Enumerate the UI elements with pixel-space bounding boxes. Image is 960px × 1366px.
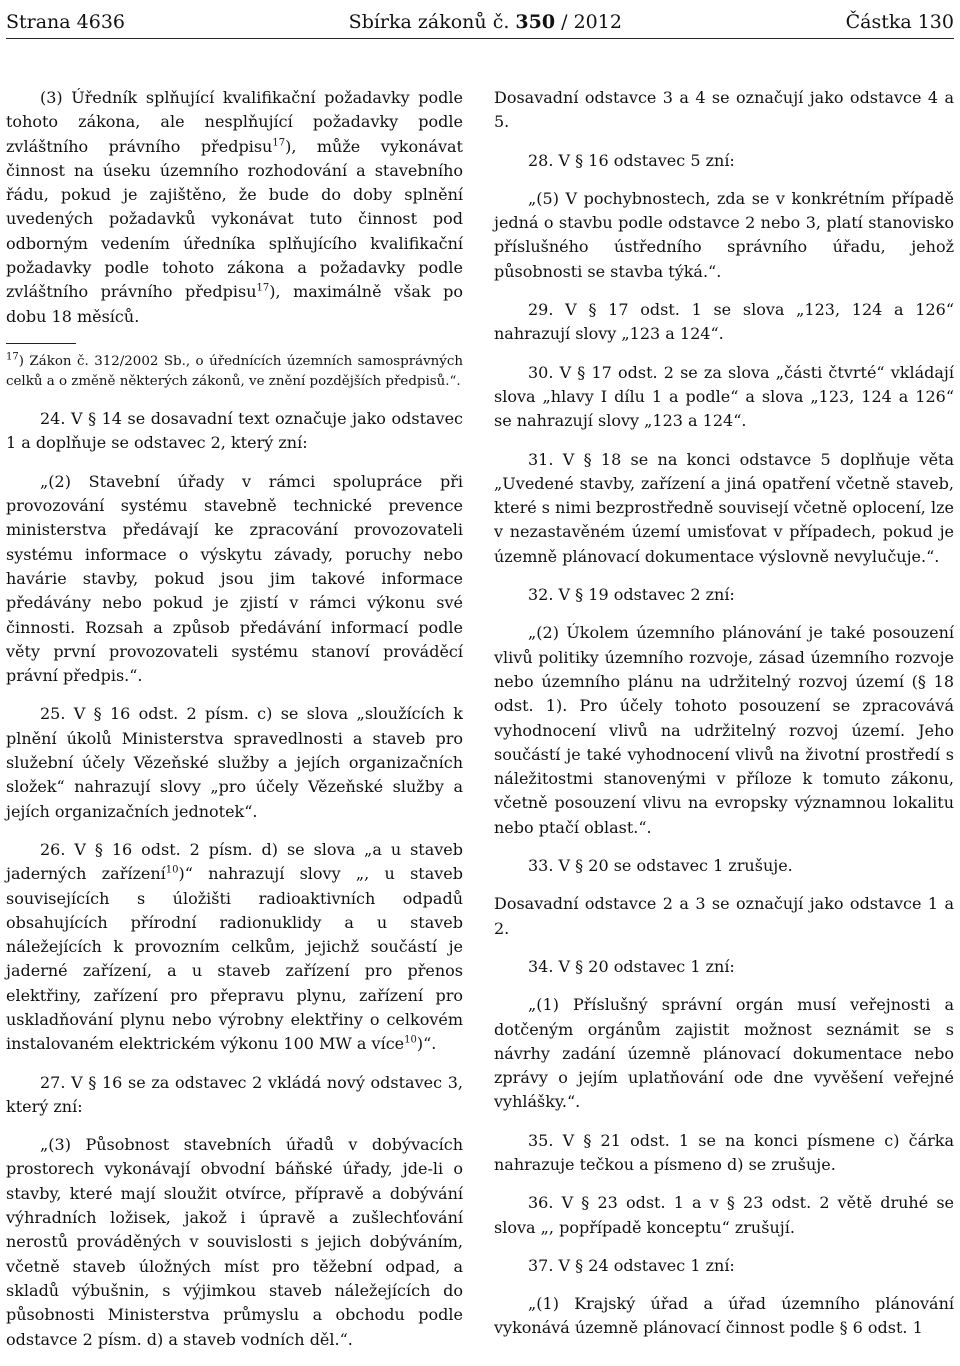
item-24: 24. V § 14 se dosavadní text označuje jako odstavec 1 a doplňuje se odstavec 2, který zní: (6, 409, 463, 453)
item-29: 29. V § 17 odst. 1 se slova „123, 124 a 126“ nahrazují slovy „123 a 124“. (494, 300, 954, 344)
item-33: 33. V § 20 se odstavec 1 zrušuje. (528, 856, 793, 876)
right-column (494, 86, 954, 1355)
item-31: 31. V § 18 se na konci odstavce 5 doplňuje věta „Uvedené stavby, zařízení a jiná opatření včetně staveb, které s nimi bezprostředně souvisejí včetně oplocení, lze v nezastavěném území umisťovat v případech, pokud je územně plánovací dokumentace výslovně nevylučuje.“. (494, 449, 954, 566)
item-34-quote: „(1) Příslušný správní orgán musí veřejnosti a dotčeným orgánům zajistit možnost seznámit se s návrhy zadání územně plánovací dokumentace nebo zprávy o jejím uplatňování ode dne vyvěšení veřejné vyhlášky.“. (494, 995, 954, 1112)
footnote-divider (6, 343, 76, 344)
item-32: 32. V § 19 odstavec 2 zní: (528, 585, 735, 605)
renumbering-note-2: Dosavadní odstavce 2 a 3 se označují jako odstavce 1 a 2. (494, 894, 954, 938)
left-column (6, 86, 463, 1366)
footnote-ref: 17 (256, 283, 270, 295)
footnote-ref: 10 (404, 1034, 417, 1046)
item-32-quote: „(2) Úkolem územního plánování je také posouzení vlivů politiky územního rozvoje, zásad územního rozvoje nebo územního plánu na udržitelný rozvoj území (§ 18 odst. 1). Pro účely tohoto posouzení se zpracovává vyhodnocení vlivů na udržitelný rozvoj území. Jeho součástí je také vyhodnocení vlivů na životní prostředí s náležitostmi stanovenými v příloze k tomuto zákonu, včetně posouzení vlivu na evropsky významnou lokalitu nebo ptačí oblast.“. (494, 623, 954, 837)
page-number: Strana 4636 (6, 11, 126, 33)
item-36: 36. V § 23 odst. 1 a v § 23 odst. 2 větě druhé se slova „, popřípadě konceptu“ zrušují. (494, 1193, 954, 1237)
item-30: 30. V § 17 odst. 2 se za slova „části čtvrté“ vkládají slova „hlavy I dílu 1 a podle“ a slova „123, 124 a 126“ se nahrazují slovy „123 a 124“. (494, 362, 954, 431)
item-37-quote: „(1) Krajský úřad a úřad územního plánování vykonává územně plánovací činnost podle § 6 odst. 1 (494, 1294, 954, 1338)
footnote: $^{17}$) Zákon č. 312/2002 Sb., o úřednících územních samosprávných celků a o změně některých zákonů, ve znění pozdějších předpisů.“. (6, 351, 463, 389)
part-number: Částka 130 (845, 11, 954, 33)
item-27-quote: „(3) Působnost stavebních úřadů v dobývacích prostorech vykonávají obvodní báňské úřady, jde-li o stavby, které mají sloužit otvírce, přípravě a dobývání výhradních ložisek, jakož i úpravě a zušlechťování nerostů prováděných v souvislosti s jejich dobýváním, včetně staveb úložných míst pro těžební odpad, a skladů výbušnin, s výjimkou staveb náležejících do působnosti Ministerstva průmyslu a obchodu podle odstavce 2 písm. d) a staveb vodních děl.“. (6, 1135, 463, 1349)
page-header (6, 6, 954, 39)
item-34: 34. V § 20 odstavec 1 zní: (528, 956, 735, 976)
footnote-ref: 17 (272, 137, 286, 149)
item-37: 37. V § 24 odstavec 1 zní: (528, 1255, 735, 1275)
paragraph-3: (3) Úředník splňující kvalifikační požadavky podle tohoto zákona, ale nesplňující požadavky podle zvláštního právního předpisu$^{17}$), může vykonávat činnost na úseku územního rozhodování a stavebního řádu, pokud je zajištěno, že bude do doby splnění uvedených požadavků vykonávat tuto činnost pod odborným vedením úředníka splňujícího kvalifikační požadavky podle tohoto zákona a požadavky podle zvláštního právního předpisu$^{17}$), maximálně však po dobu 18 měsíců. (6, 88, 463, 326)
renumbering-note: Dosavadní odstavce 3 a 4 se označují jako odstavce 4 a 5. (494, 88, 954, 132)
item-26: 26. V § 16 odst. 2 písm. d) se slova „a u staveb jaderných zařízení$^{10}$)“ nahrazují slovy „, u staveb souvisejících s úložišti radioaktivních odpadů obsahujících přírodní radionuklidy a u staveb náležejících k provozním celkům, jejichž součástí je jaderné zařízení, a u staveb zařízení pro přenos elektřiny, zařízení pro přepravu plynu, zařízení pro uskladňování plynu nebo výrobny elektřiny o celkovém instalovaném elektrickém výkonu 100 MW a více$^{10}$)“. (6, 839, 463, 1054)
item-27: 27. V § 16 se za odstavec 2 vkládá nový odstavec 3, který zní: (6, 1072, 463, 1116)
item-28: 28. V § 16 odstavec 5 zní: (528, 150, 735, 170)
footnote-ref: 10 (165, 864, 179, 876)
collection-title: Sbírka zákonů č. 350 / 2012 (348, 11, 622, 33)
item-35: 35. V § 21 odst. 1 se na konci písmene c) čárka nahrazuje tečkou a písmeno d) se zrušuje. (494, 1130, 954, 1174)
item-24-quote: „(2) Stavební úřady v rámci spolupráce při provozování systému stavebně technické prevence ministerstva předávají ke zpracování provozovateli systému informace o výskytu závady, poruchy nebo havárie stavby, pokud jsou jim takové informace předávány nebo pokud je zjistí v rámci výkonu své činnosti. Rozsah a způsob předávání informací podle věty první provozovateli systému stanoví prováděcí právní předpis.“. (6, 471, 463, 686)
item-25: 25. V § 16 odst. 2 písm. c) se slova „sloužících k plnění úkolů Ministerstva spravedlnosti a staveb pro služební účely Vězeňské služby a jejích organizačních složek“ nahrazují slovy „pro účely Vězeňské služby a jejích organizačních jednotek“. (6, 704, 463, 821)
item-28-quote: „(5) V pochybnostech, zda se v konkrétním případě jedná o stavbu podle odstavce 2 nebo 3, platí stanovisko příslušného ústředního správního úřadu, jehož působnosti se stavba týká.“. (494, 188, 954, 281)
law-number: 350 (515, 11, 556, 33)
